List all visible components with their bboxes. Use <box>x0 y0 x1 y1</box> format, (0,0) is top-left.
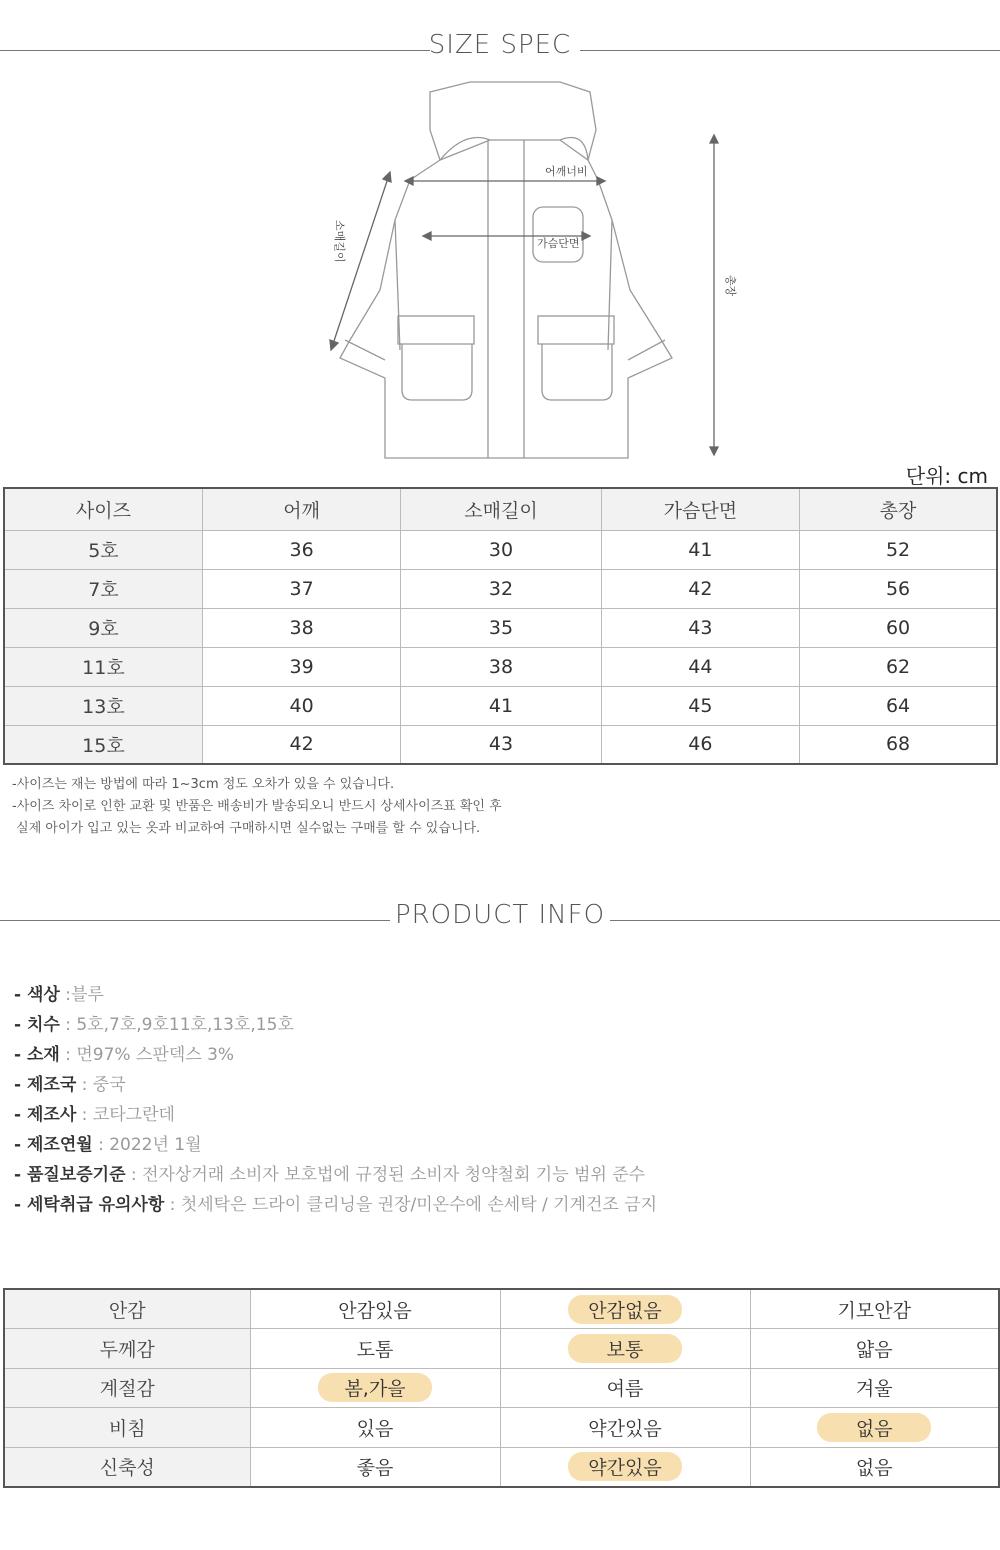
sleeve-cell: 38 <box>401 647 601 686</box>
size-cell: 13호 <box>4 686 202 725</box>
chest-cell: 42 <box>601 569 799 608</box>
feature-option: 있음 <box>356 1418 394 1441</box>
feature-option-cell <box>500 1329 750 1369</box>
length-cell: 64 <box>800 686 997 725</box>
feature-option: 겨울 <box>855 1378 893 1401</box>
header-chest: 가슴단면 <box>601 488 799 530</box>
length-cell: 52 <box>800 530 997 569</box>
chest-cell: 43 <box>601 608 799 647</box>
info-row-color: - 색상 :블루 <box>14 985 104 1005</box>
feature-option: 기모안감 <box>837 1299 911 1322</box>
feature-option-selected: 없음 <box>817 1413 931 1442</box>
jacket-diagram <box>310 78 770 470</box>
table-row <box>4 608 997 647</box>
size-cell: 7호 <box>4 569 202 608</box>
info-row-quality: - 품질보증기준 : 전자상거래 소비자 보호법에 규정된 소비자 청약철회 기능 범위 준수 <box>14 1165 646 1185</box>
feature-option: 좋음 <box>356 1457 394 1480</box>
feature-option-cell <box>500 1408 750 1448</box>
table-row <box>4 569 997 608</box>
product-info-title: PRODUCT INFO <box>394 900 606 930</box>
chest-cell: 41 <box>601 530 799 569</box>
info-row-country: - 제조국 : 중국 <box>14 1075 126 1095</box>
size-cell: 11호 <box>4 647 202 686</box>
feature-option-cell <box>500 1289 750 1329</box>
feature-option-selected: 보통 <box>568 1334 682 1363</box>
header-size: 사이즈 <box>4 488 202 530</box>
header-sleeve: 소매길이 <box>401 488 601 530</box>
table-row <box>4 725 997 764</box>
size-cell: 9호 <box>4 608 202 647</box>
feature-option-cell <box>750 1408 999 1448</box>
feature-option-cell <box>250 1447 500 1487</box>
table-row <box>4 686 997 725</box>
feature-option: 여름 <box>606 1378 644 1401</box>
feature-option-cell <box>500 1447 750 1487</box>
feature-name: 신축성 <box>4 1447 250 1487</box>
feature-option-cell <box>750 1329 999 1369</box>
feature-name: 비침 <box>4 1408 250 1448</box>
chest-label: 가슴단면 <box>537 237 580 250</box>
info-row-date: - 제조연월 : 2022년 1월 <box>14 1135 202 1155</box>
feature-row <box>4 1329 999 1369</box>
size-table <box>3 487 998 765</box>
shoulder-cell: 36 <box>202 530 400 569</box>
product-info-heading <box>0 900 1000 940</box>
feature-option-cell <box>750 1368 999 1408</box>
shoulder-cell: 42 <box>202 725 400 764</box>
feature-name: 계절감 <box>4 1368 250 1408</box>
chest-cell: 46 <box>601 725 799 764</box>
feature-option-cell <box>750 1447 999 1487</box>
info-row-manufacturer: - 제조사 : 코타그란데 <box>14 1105 175 1125</box>
feature-option-cell <box>750 1289 999 1329</box>
size-notes <box>12 774 502 840</box>
info-row-care: - 세탁취급 유의사항 : 첫세탁은 드라이 클리닝을 권장/미온수에 손세탁 / 기계건조 금지 <box>14 1195 658 1215</box>
feature-option-cell <box>250 1289 500 1329</box>
sleeve-cell: 32 <box>401 569 601 608</box>
feature-row <box>4 1408 999 1448</box>
shoulder-label: 어깨너비 <box>545 165 588 178</box>
feature-option: 안감있음 <box>338 1299 412 1322</box>
feature-name: 안감 <box>4 1289 250 1329</box>
size-spec-heading <box>0 30 1000 70</box>
feature-option-cell <box>250 1329 500 1369</box>
feature-option-selected: 약간있음 <box>568 1452 682 1481</box>
sleeve-cell: 43 <box>401 725 601 764</box>
table-row <box>4 530 997 569</box>
shoulder-cell: 39 <box>202 647 400 686</box>
table-row <box>4 647 997 686</box>
header-shoulder: 어깨 <box>202 488 400 530</box>
length-cell: 60 <box>800 608 997 647</box>
feature-option-cell <box>500 1368 750 1408</box>
feature-option-selected: 안감없음 <box>568 1295 682 1324</box>
unit-label: 단위: cm <box>905 464 988 488</box>
feature-name: 두께감 <box>4 1329 250 1369</box>
feature-option: 없음 <box>855 1457 893 1480</box>
size-cell: 5호 <box>4 530 202 569</box>
note-line: -사이즈는 재는 방법에 따라 1~3cm 정도 오차가 있을 수 있습니다. <box>12 777 395 792</box>
size-spec-title: SIZE SPEC <box>428 30 572 60</box>
length-cell: 56 <box>800 569 997 608</box>
shoulder-cell: 37 <box>202 569 400 608</box>
product-info-list <box>14 980 657 1220</box>
header-length: 총장 <box>800 488 997 530</box>
sleeve-cell: 35 <box>401 608 601 647</box>
feature-option: 얇음 <box>855 1338 893 1361</box>
feature-option-selected: 봄,가을 <box>318 1373 432 1402</box>
size-table-header-row <box>4 488 997 530</box>
info-row-size: - 치수 : 5호,7호,9호11호,13호,15호 <box>14 1015 294 1035</box>
info-row-material: - 소재 : 면97% 스판덱스 3% <box>14 1045 235 1065</box>
sleeve-cell: 30 <box>401 530 601 569</box>
length-cell: 68 <box>800 725 997 764</box>
length-cell: 62 <box>800 647 997 686</box>
sleeve-cell: 41 <box>401 686 601 725</box>
feature-option-cell <box>250 1408 500 1448</box>
feature-option: 약간있음 <box>588 1418 662 1441</box>
chest-cell: 45 <box>601 686 799 725</box>
sleeve-label: 소매길이 <box>333 220 346 263</box>
feature-table <box>3 1288 1000 1488</box>
shoulder-cell: 40 <box>202 686 400 725</box>
shoulder-cell: 38 <box>202 608 400 647</box>
feature-row <box>4 1368 999 1408</box>
feature-row <box>4 1447 999 1487</box>
size-cell: 15호 <box>4 725 202 764</box>
note-line: -사이즈 차이로 인한 교환 및 반품은 배송비가 발송되오니 반드시 상세사이즈표 확인 후 <box>12 799 502 814</box>
feature-row <box>4 1289 999 1329</box>
feature-option: 도톰 <box>356 1338 394 1361</box>
chest-cell: 44 <box>601 647 799 686</box>
note-line: 실제 아이가 입고 있는 옷과 비교하여 구매하시면 실수없는 구매를 할 수 있습니다. <box>12 821 481 836</box>
length-label: 총장 <box>724 275 737 297</box>
feature-option-cell <box>250 1368 500 1408</box>
